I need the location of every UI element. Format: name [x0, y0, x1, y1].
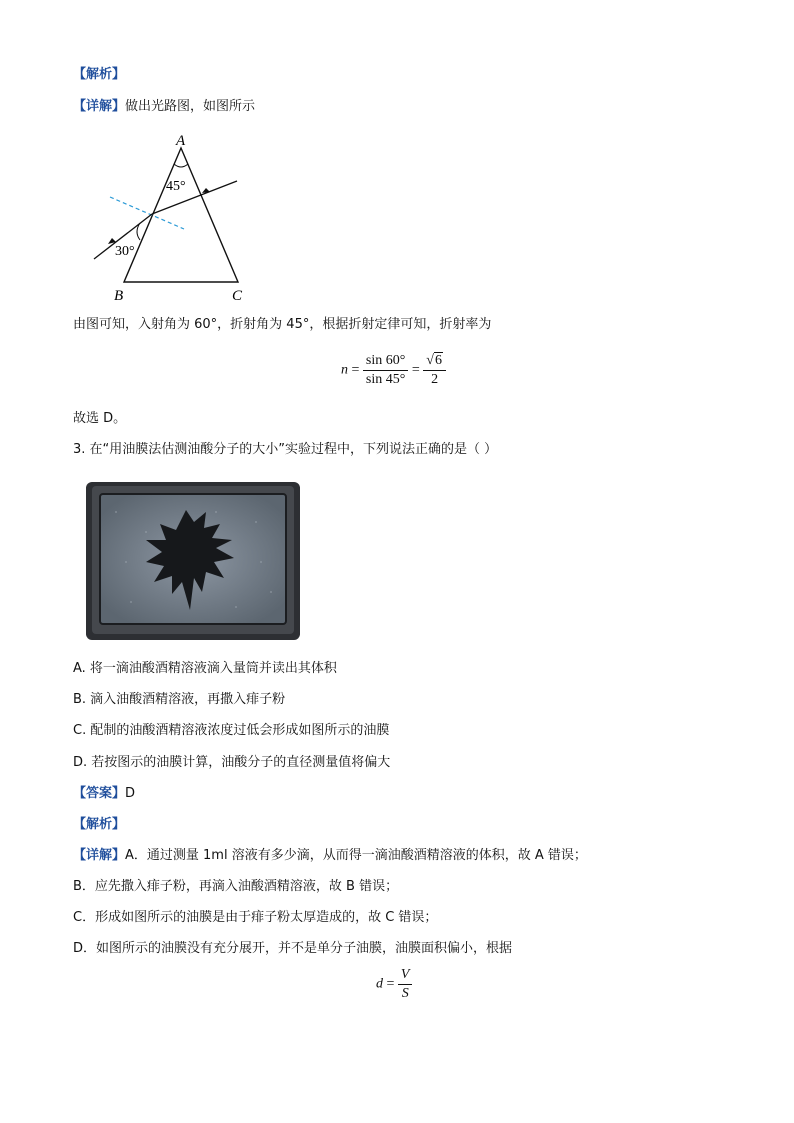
normal-line [110, 197, 184, 229]
explain-line: 由图可知，入射角为 60°，折射角为 45°，根据折射定律可知，折射率为 [73, 317, 492, 332]
prism-triangle [124, 148, 238, 282]
diameter-equation [376, 966, 412, 1003]
option-d: D. 若按图示的油膜计算，油酸分子的直径测量值将偏大 [73, 755, 391, 770]
refraction-equation [341, 352, 446, 389]
angle-45-label: 45° [166, 179, 186, 194]
sqrt-symbol: √6 [426, 353, 442, 368]
answer-value: D [125, 786, 136, 801]
eq-denominator: sin 45° [365, 372, 406, 387]
detail-line-1 [73, 98, 255, 116]
option-a: A. 将一滴油酸酒精溶液滴入量筒并读出其体积 [73, 661, 337, 676]
label-B: B [114, 288, 124, 304]
option-c: C. 配制的油酸酒精溶液浓度过低会形成如图所示的油膜 [73, 723, 390, 738]
eq2-equals: = [386, 976, 395, 992]
detail-tag-1: 【详解】 [73, 99, 126, 114]
detail-text-a: A．通过测量 1ml 溶液有多少滴，从而得一滴油酸酒精溶液的体积，故 A 错误； [125, 848, 587, 863]
answer-line [73, 785, 135, 803]
eq-fraction-sin [363, 352, 408, 389]
sqrt-radicand: 6 [434, 353, 442, 368]
eq-equals: = [351, 362, 360, 378]
detail-text-1: 做出光路图，如图所示 [125, 99, 256, 114]
oil-film-tray-photo [86, 482, 300, 640]
eq-equals-2: = [411, 362, 420, 378]
eq-numerator: sin 60° [363, 352, 408, 371]
label-C: C [232, 288, 243, 304]
detail-line-d: D．如图所示的油膜没有充分展开，并不是单分子油膜，油膜面积偏小，根据 [73, 941, 513, 956]
label-A: A [176, 133, 186, 149]
analysis-tag-1: 【解析】 [73, 67, 126, 82]
eq2-fraction [398, 966, 413, 1003]
eq2-denominator: S [401, 986, 409, 1001]
option-b: B. 滴入油酸酒精溶液，再撒入痱子粉 [73, 692, 286, 707]
apex-angle-arc [174, 164, 188, 167]
eq-denominator-2: 2 [431, 372, 439, 387]
eq2-numerator: V [398, 966, 413, 985]
eq-n: n [341, 362, 348, 378]
detail-line-a [73, 847, 587, 865]
eq-fraction-root [423, 352, 446, 389]
detail-line-c: C．形成如图所示的油膜是由于痱子粉太厚造成的，故 C 错误； [73, 910, 438, 925]
detail-line-b: B．应先撒入痱子粉，再滴入油酸酒精溶液，故 B 错误； [73, 879, 399, 894]
analysis-tag-2: 【解析】 [73, 817, 126, 832]
eq2-d: d [376, 976, 383, 992]
detail-tag-2: 【详解】 [73, 848, 126, 863]
question-3-stem: 3. 在“用油膜法估测油酸分子的大小”实验过程中，下列说法正确的是（ ） [73, 442, 498, 457]
choice-line: 故选 D。 [73, 411, 127, 426]
prism-light-path-diagram [88, 128, 258, 306]
angle-30-label: 30° [115, 244, 135, 259]
answer-tag: 【答案】 [73, 786, 126, 801]
